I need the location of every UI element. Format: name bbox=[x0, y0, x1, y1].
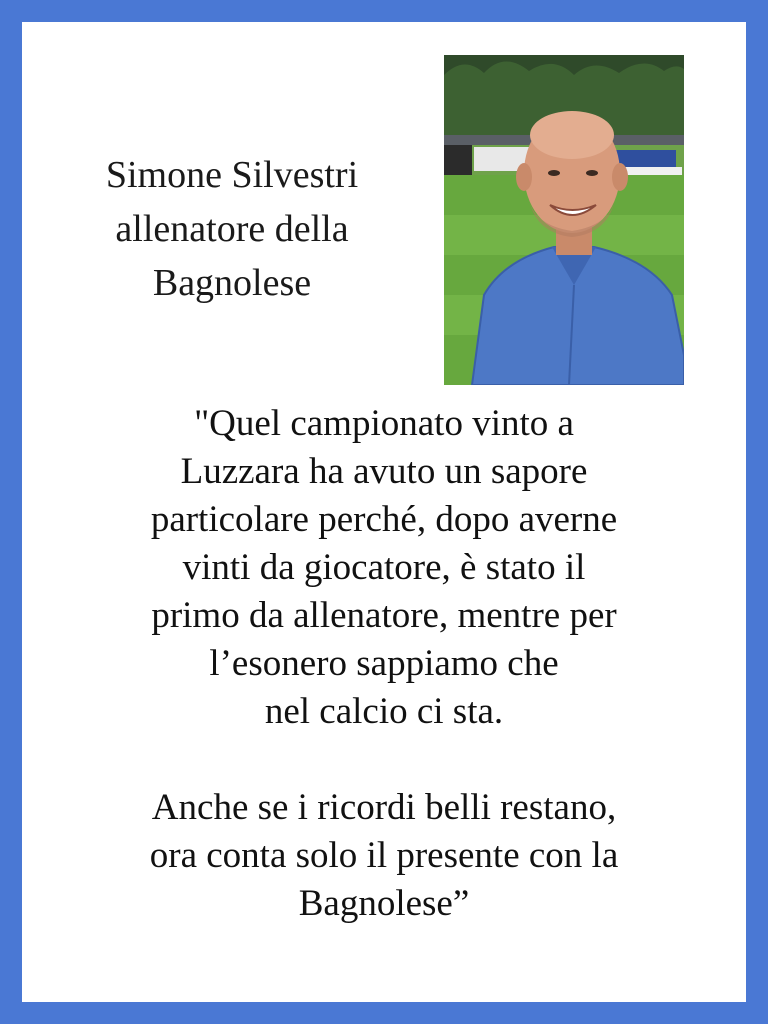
quote-line: Anche se i ricordi belli restano, bbox=[151, 787, 617, 828]
coach-quote bbox=[62, 400, 706, 928]
coach-portrait-icon bbox=[444, 55, 684, 385]
quote-line: primo da allenatore, mentre per bbox=[151, 595, 617, 636]
quote-line: l’esonero sappiamo che bbox=[209, 643, 559, 684]
quote-line: particolare perché, dopo averne bbox=[150, 499, 618, 540]
paragraph-gap bbox=[62, 736, 706, 784]
quote-line: nel calcio ci sta. bbox=[264, 691, 504, 732]
quote-line: Luzzara ha avuto un sapore bbox=[180, 451, 588, 492]
heading-line: Simone Silvestri bbox=[105, 154, 359, 196]
coach-photo bbox=[444, 55, 684, 385]
quote-line: "Quel campionato vinto a bbox=[194, 403, 574, 444]
quote-line: vinti da giocatore, è stato il bbox=[182, 547, 586, 588]
heading-line: allenatore della bbox=[115, 208, 349, 250]
quote-card bbox=[22, 22, 746, 1002]
quote-line: Bagnolese” bbox=[298, 883, 470, 924]
coach-name-heading bbox=[62, 148, 402, 310]
heading-line: Bagnolese bbox=[152, 262, 312, 304]
quote-line: ora conta solo il presente con la bbox=[149, 835, 619, 876]
